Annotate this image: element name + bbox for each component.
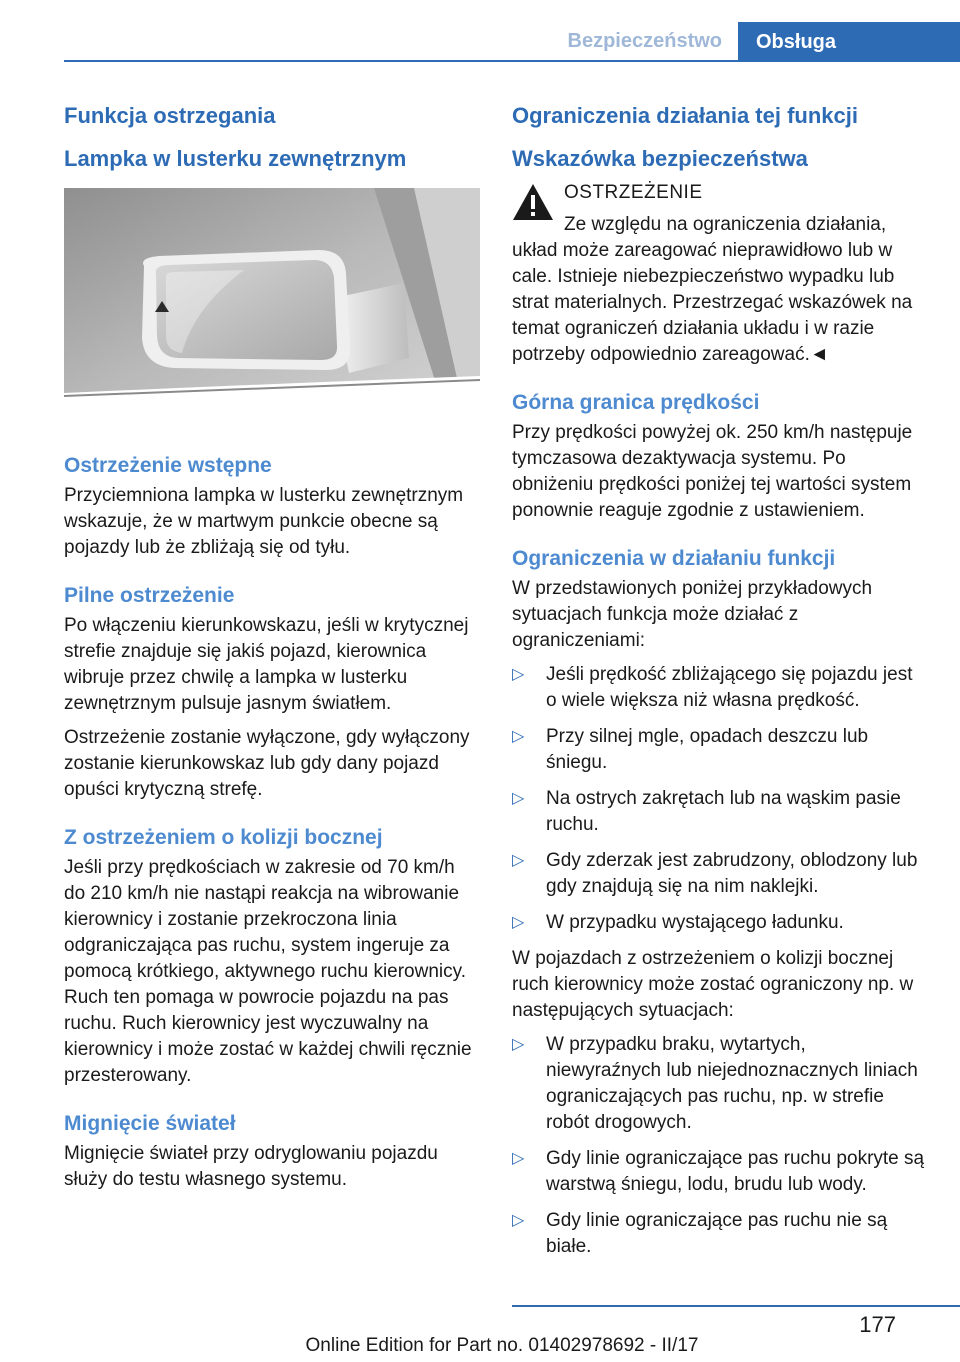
list-item: ▷ Jeśli prędkość zbliżającego się pojazdu jest o wiele większa niż własna prędkość.: [512, 664, 913, 711]
side-collision-text: Jeśli przy prędkościach w zakresie od 70 km/h do 210 km/h nie nastąpi reakcja na wibrowanie kierownicy i zostanie przekroczona linia odgraniczająca pas ruchu, system ingeruje za pomocą krótkiego, aktywnego ruchu kierownicy. Ruch ten pomaga w powrocie pojazdu na pas ruchu. Ruch kierownicy jest wyczuwalny na kierownicy i może zostać w każdej chwili ręcznie przesterowany.: [64, 857, 472, 1086]
footer-rule: [512, 1305, 960, 1307]
list-item: ▷ Gdy linie ograniczające pas ruchu nie są białe.: [512, 1210, 888, 1257]
pre-warning-text: Przyciemniona lampka w lusterku zewnętrznym wskazuje, że w martwym punkcie obecne są pojazdy lub że zbliżają się od tyłu.: [64, 485, 464, 558]
warning-triangle-icon: [512, 182, 554, 222]
mirror-image: [64, 188, 480, 409]
header-active-tab: Obsługa: [738, 22, 960, 62]
light-flash-heading: Mignięcie świateł: [64, 1112, 236, 1135]
page-number: 177: [859, 1312, 896, 1337]
triangle-bullet-icon: ▷: [512, 728, 525, 745]
speed-limit-heading: Górna granica prędkości: [512, 391, 760, 414]
urgent-warning-text-2: Ostrzeżenie zostanie wyłączone, gdy wyłączony zostanie kierunkowskaz lub gdy dany pojazd opuści krytyczną strefę.: [64, 727, 470, 800]
safety-note-title: Wskazówka bezpieczeństwa: [512, 146, 808, 171]
limitations-heading: Ograniczenia w działaniu funkcji: [512, 547, 836, 570]
urgent-warning-text-1: Po włączeniu kierunkowskazu, jeśli w krytycznej strefie znajduje się jakiś pojazd, kierownica wibruje przez chwilę a lampka w lusterku zewnętrznym pulsuje jasnym światłem.: [64, 615, 469, 714]
limitations-list: [512, 662, 926, 936]
limitations-section-title: Ograniczenia działania tej funkcji: [512, 103, 858, 128]
left-column: [64, 100, 480, 1201]
steering-limitations-list: [512, 1032, 926, 1260]
warning-box: [512, 180, 926, 368]
triangle-bullet-icon: ▷: [512, 1036, 525, 1053]
pre-warning-heading: Ostrzeżenie wstępne: [64, 454, 272, 477]
subsection-title: Lampka w lusterku zewnętrznym: [64, 146, 407, 171]
warning-text: Ze względu na ograniczenia działania, układ może zareagować nieprawidłowo lub w cale. Istnieje niebezpieczeństwo wypadku lub strat materialnych. Przestrzegać wskazówek na temat ograniczeń działania układu i w razie potrzeby odpowiednio zareagować.◄: [512, 214, 913, 365]
triangle-bullet-icon: ▷: [512, 852, 525, 869]
list-item: ▷ Gdy linie ograniczające pas ruchu pokryte są warstwą śniegu, lodu, brudu lub wody.: [512, 1148, 925, 1195]
edition-text: Online Edition for Part no. 01402978692 - II/17: [305, 1335, 699, 1356]
limitations-intro: W przedstawionych poniżej przykładowych sytuacjach funkcja może działać z ograniczeniami:: [512, 578, 873, 651]
list-item: ▷ W przypadku wystającego ładunku.: [512, 910, 926, 936]
mirror-figure: [64, 188, 480, 409]
triangle-bullet-icon: ▷: [512, 790, 525, 807]
right-column: [512, 100, 926, 1270]
triangle-bullet-icon: ▷: [512, 666, 525, 683]
limitations-intro-2: W pojazdach z ostrzeżeniem o kolizji bocznej ruch kierownicy może zostać ograniczony np. w następujących sytuacjach:: [512, 948, 914, 1021]
section-title: Funkcja ostrzegania: [64, 103, 276, 128]
triangle-bullet-icon: ▷: [512, 1212, 525, 1229]
triangle-bullet-icon: ▷: [512, 914, 525, 931]
header-section-tab: Bezpieczeństwo: [567, 30, 722, 52]
edition-line: [0, 1335, 960, 1357]
list-item: ▷ Na ostrych zakrętach lub na wąskim pasie ruchu.: [512, 788, 901, 835]
list-item: ▷ W przypadku braku, wytartych, niewyraźnych lub niejednoznacznych liniach ograniczających pas ruchu, np. w strefie robót drogowych.: [512, 1034, 918, 1133]
list-item: ▷ Przy silnej mgle, opadach deszczu lub śniegu.: [512, 726, 869, 773]
side-collision-heading: Z ostrzeżeniem o kolizji bocznej: [64, 826, 383, 849]
list-item: ▷ Gdy zderzak jest zabrudzony, oblodzony lub gdy znajdują się na nim naklejki.: [512, 850, 918, 897]
warning-label: OSTRZEŻENIE: [564, 182, 703, 203]
triangle-bullet-icon: ▷: [512, 1150, 525, 1167]
urgent-warning-heading: Pilne ostrzeżenie: [64, 584, 235, 607]
speed-limit-text: Przy prędkości powyżej ok. 250 km/h następuje tymczasowa dezaktywacja systemu. Po obniżeniu prędkości poniżej tej wartości system ponownie reaguje zgodnie z ustawieniem.: [512, 422, 913, 521]
light-flash-text: Mignięcie świateł przy odryglowaniu pojazdu służy do testu własnego systemu.: [64, 1143, 438, 1190]
header-rule: [64, 60, 960, 62]
